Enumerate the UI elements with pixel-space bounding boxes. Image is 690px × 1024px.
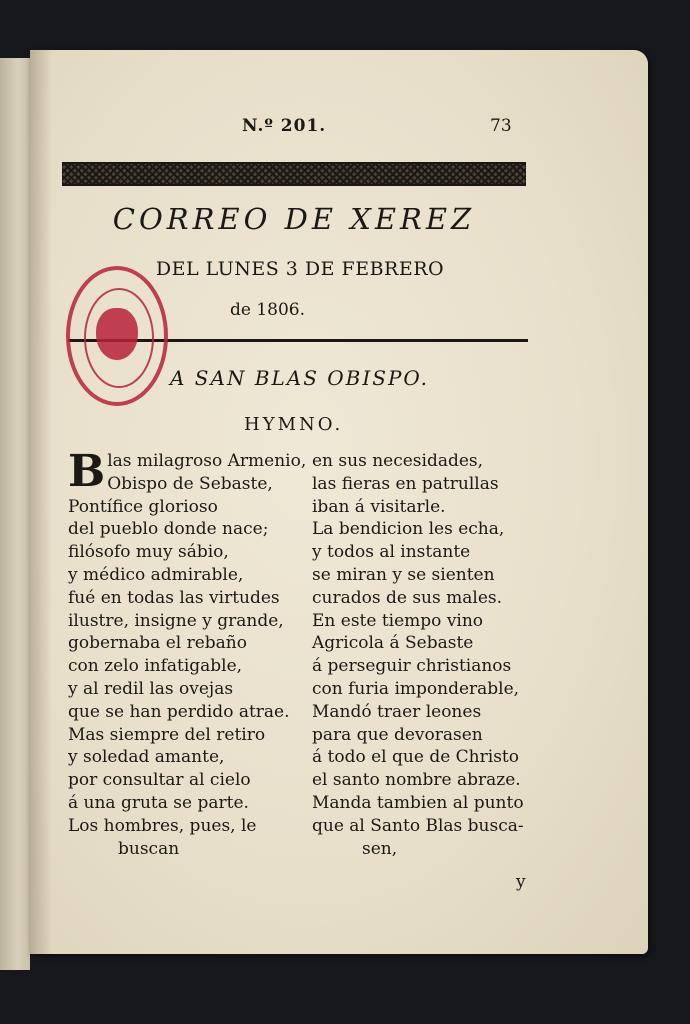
text-line: ilustre, insigne y grande, bbox=[68, 610, 284, 631]
right-column bbox=[312, 450, 542, 860]
text-line: y médico admirable, bbox=[68, 564, 244, 585]
newspaper-page bbox=[30, 50, 648, 954]
article-heading: A SAN BLAS OBISPO. bbox=[170, 366, 430, 390]
catchword: y bbox=[516, 872, 526, 892]
text-line: Obispo de Sebaste, bbox=[107, 473, 273, 494]
text-line: y soledad amante, bbox=[68, 747, 225, 768]
text-line: con furia imponderable, bbox=[312, 678, 520, 699]
masthead-title: CORREO DE XEREZ bbox=[112, 202, 476, 236]
text-line: para que devorasen bbox=[312, 724, 483, 745]
text-line: se miran y se sienten bbox=[312, 564, 495, 585]
facing-page-edge bbox=[0, 58, 30, 970]
text-line: Pontífice glorioso bbox=[68, 496, 218, 517]
text-line: del pueblo donde nace; bbox=[68, 519, 269, 540]
text-line: Mas siempre del retiro bbox=[68, 724, 266, 745]
text-line: curados de sus males. bbox=[312, 587, 503, 608]
text-line: sen, bbox=[362, 838, 398, 859]
text-line: el santo nombre abraze. bbox=[312, 770, 521, 791]
text-line: filósofo muy sábio, bbox=[68, 542, 229, 563]
issue-number: N.º 201. bbox=[242, 116, 327, 136]
text-line: á perseguir christianos bbox=[312, 656, 512, 677]
text-line: buscan bbox=[118, 838, 180, 859]
text-line: que se han perdido atrae. bbox=[68, 701, 290, 722]
text-line: Agricola á Sebaste bbox=[312, 633, 474, 654]
page-gutter-shadow bbox=[30, 50, 52, 954]
masthead-year: de 1806. bbox=[230, 300, 306, 320]
text-line: á una gruta se parte. bbox=[68, 792, 249, 813]
text-line: La bendicion les echa, bbox=[312, 519, 505, 540]
text-line: fué en todas las virtudes bbox=[68, 587, 280, 608]
text-line: y todos al instante bbox=[312, 542, 471, 563]
text-line: á todo el que de Christo bbox=[312, 747, 519, 768]
text-line: En este tiempo vino bbox=[312, 610, 484, 631]
text-line: las fieras en patrullas bbox=[312, 473, 499, 494]
text-line: las milagroso Armenio, bbox=[107, 451, 307, 471]
library-stamp bbox=[66, 266, 168, 406]
drop-capital: B bbox=[68, 446, 106, 497]
text-line: iban á visitarle. bbox=[312, 496, 446, 517]
left-column bbox=[68, 446, 307, 860]
text-line: que al Santo Blas busca- bbox=[312, 815, 524, 836]
page-number: 73 bbox=[490, 116, 512, 136]
masthead-date-line: DEL LUNES 3 DE FEBRERO bbox=[155, 258, 445, 280]
text-line: por consultar al cielo bbox=[68, 770, 251, 791]
text-line: con zelo infatigable, bbox=[68, 656, 243, 677]
crown-crest-icon bbox=[96, 308, 138, 360]
article-subheading: HYMNO. bbox=[244, 414, 344, 435]
text-line: Los hombres, pues, le bbox=[68, 815, 257, 836]
text-line: Mandó traer leones bbox=[312, 701, 482, 722]
text-line: gobernaba el rebaño bbox=[68, 633, 247, 654]
decorative-border bbox=[62, 162, 526, 186]
text-line: y al redil las ovejas bbox=[68, 678, 234, 699]
text-line: en sus necesidades, bbox=[312, 451, 484, 471]
text-line: Manda tambien al punto bbox=[312, 792, 524, 813]
